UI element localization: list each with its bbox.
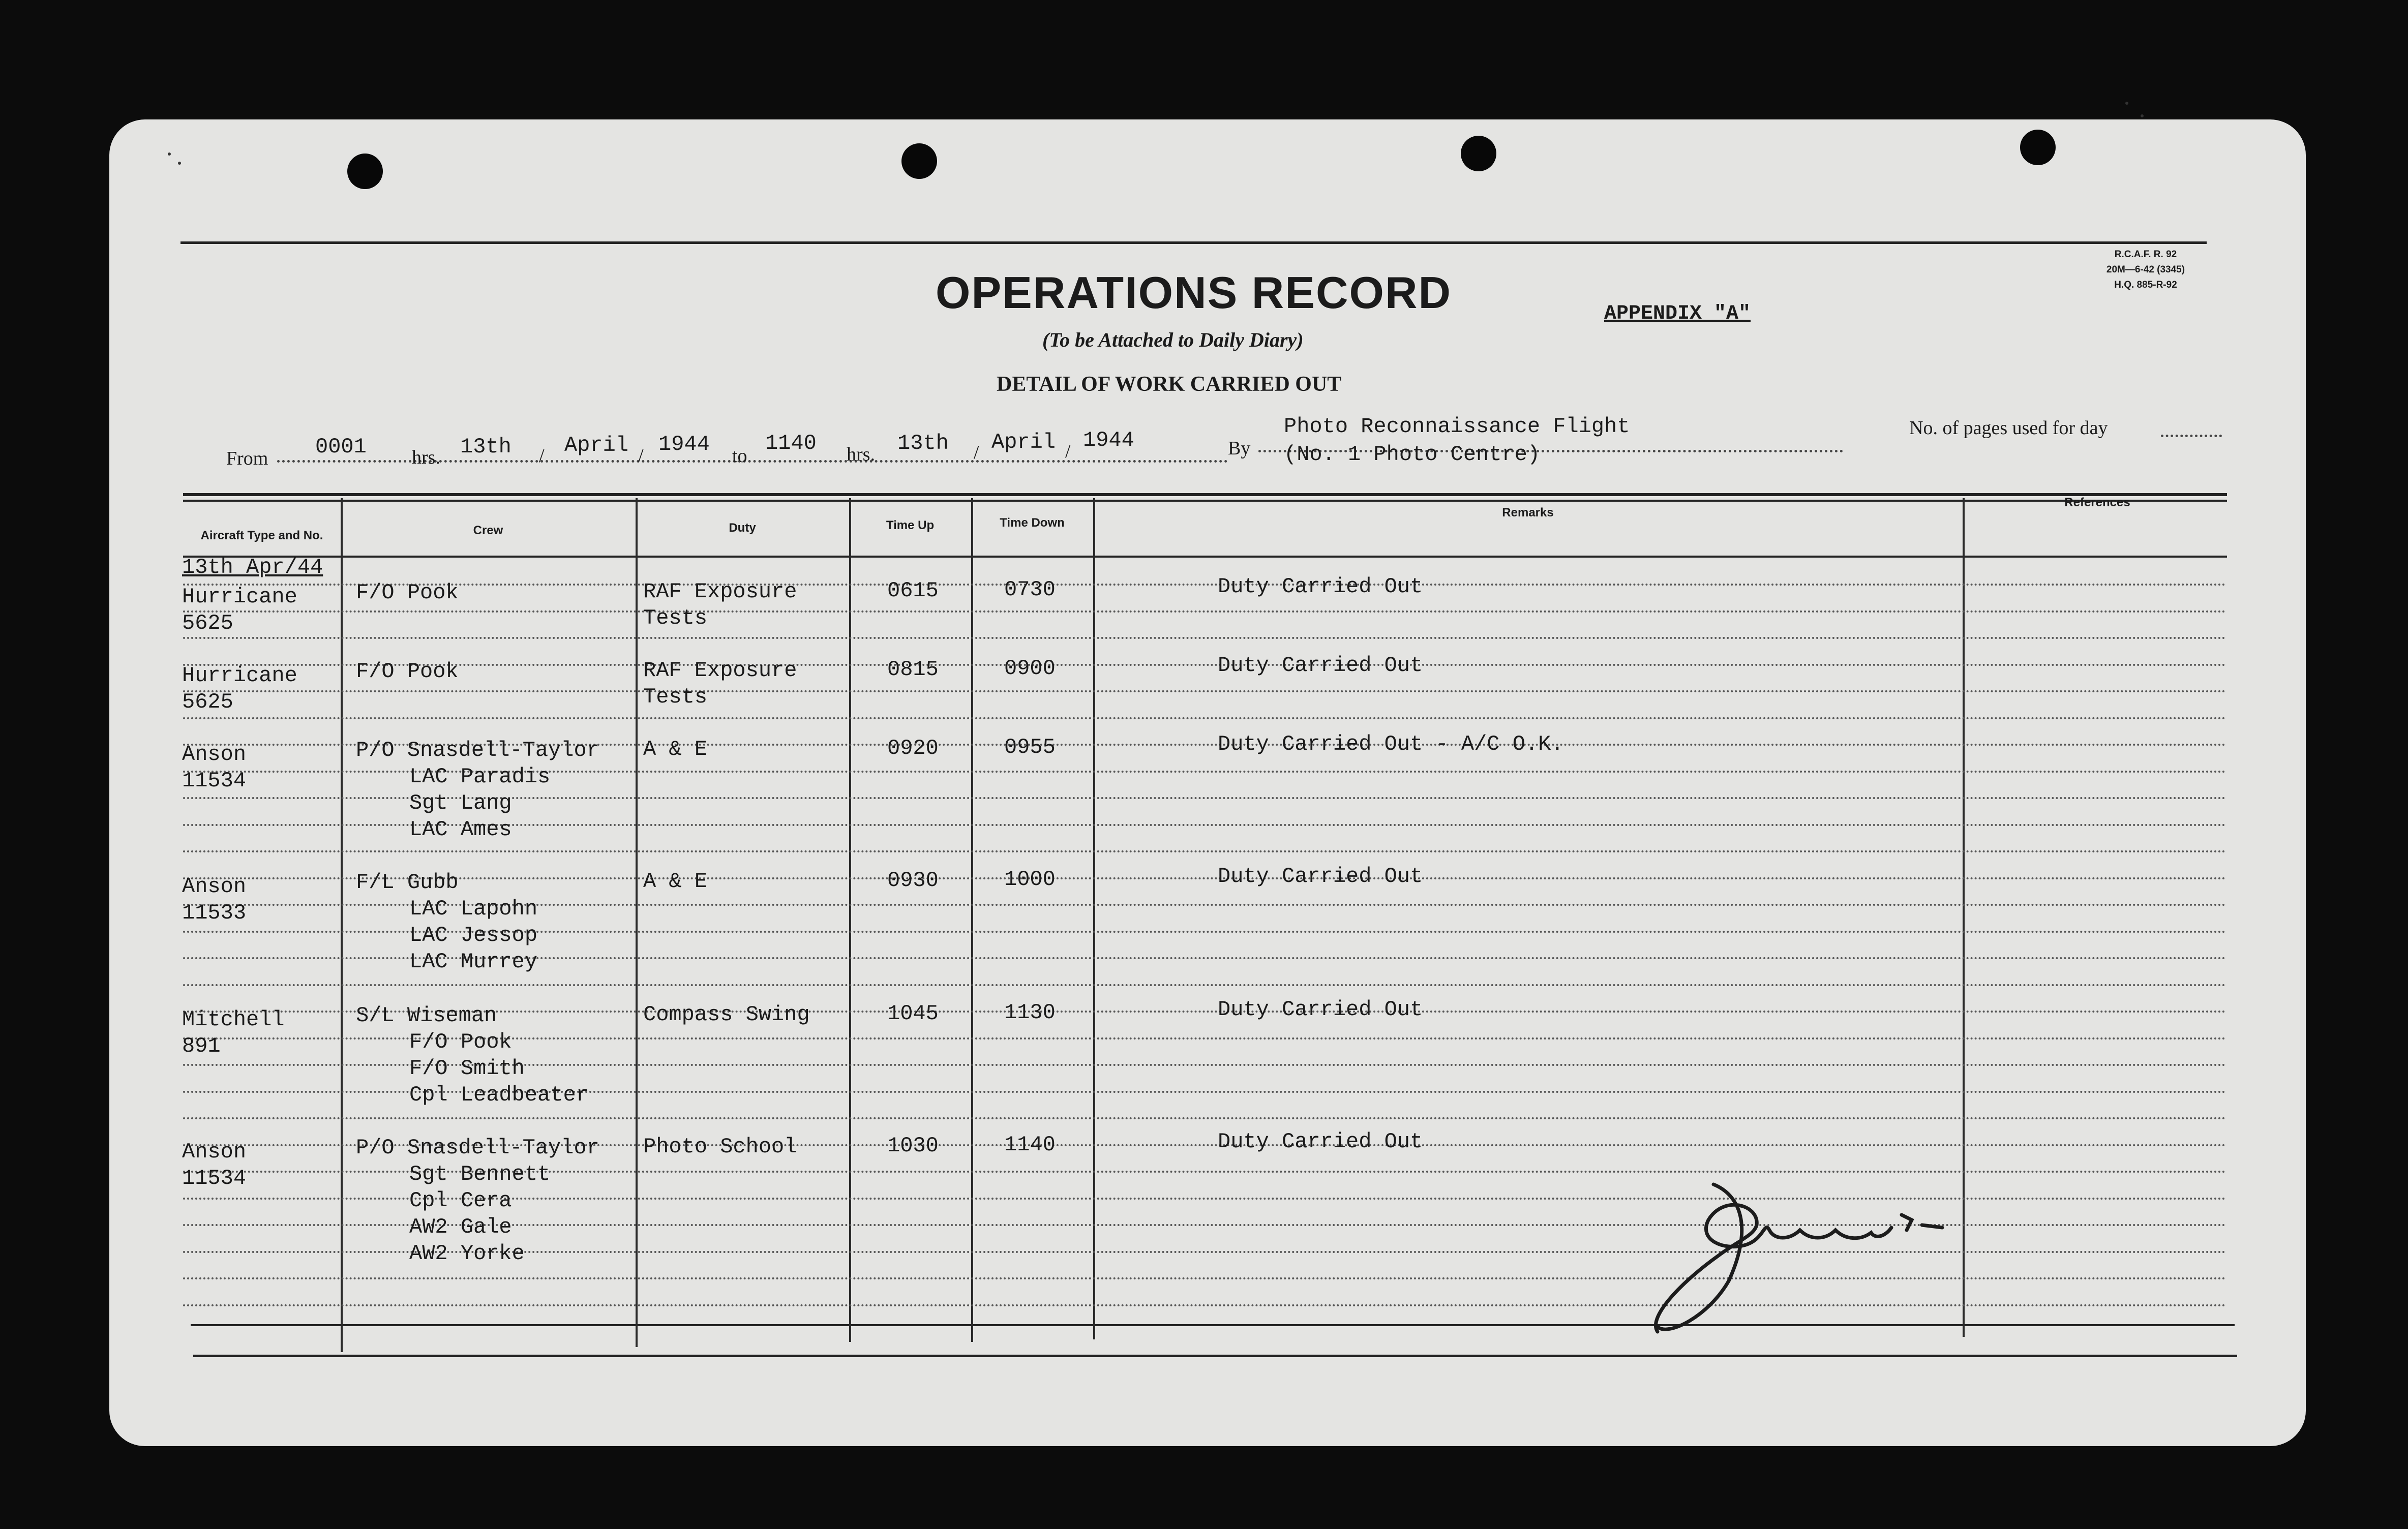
crew-cell: Cpl Cera	[409, 1188, 512, 1213]
duty-cell: A & E	[643, 869, 708, 894]
form-title: OPERATIONS RECORD	[936, 267, 1452, 318]
from-year: 1944	[658, 432, 710, 456]
from-day: 13th	[460, 435, 511, 459]
punch-hole	[1461, 136, 1496, 171]
col-divider-6	[1963, 498, 1965, 1337]
col-aircraft: Aircraft Type and No.	[200, 529, 323, 542]
duty-cell: RAF Exposure	[643, 579, 797, 604]
aircraft-cell: Hurricane	[182, 663, 297, 688]
form-subtitle: (To be Attached to Daily Diary)	[1042, 328, 1304, 351]
header-bottom-rule	[183, 556, 2227, 558]
crew-cell: AW2 Yorke	[409, 1241, 525, 1266]
aircraft-cell: Hurricane	[182, 585, 297, 609]
crew-cell: S/L Wiseman	[356, 1003, 497, 1028]
to-month: April	[991, 430, 1056, 454]
form-ref-3: H.Q. 885-R-92	[2114, 280, 2177, 290]
pages-dotline	[2161, 435, 2222, 437]
col-divider-5	[1093, 498, 1095, 1339]
date-marker: 13th Apr/44	[182, 555, 323, 579]
crew-cell: F/O Smith	[409, 1056, 525, 1081]
duty-cell: RAF Exposure	[643, 658, 797, 683]
remarks-cell: Duty Carried Out	[1218, 574, 1423, 599]
duty-cell: A & E	[643, 737, 708, 761]
crew-cell: P/O Snasdell-Taylor	[356, 1136, 599, 1160]
aircraft-cell: 11534	[182, 1166, 247, 1190]
aircraft-cell: 11534	[182, 769, 247, 793]
time-up-cell: 0815	[887, 657, 939, 682]
time-down-cell: 0955	[1004, 735, 1056, 759]
crew-cell: LAC Paradis	[409, 764, 551, 789]
row-rule	[183, 877, 2227, 879]
detail-heading: DETAIL OF WORK CARRIED OUT	[997, 373, 1342, 396]
speck	[2141, 114, 2144, 117]
col-references: References	[2064, 496, 2130, 509]
col-time-up: Time Up	[886, 518, 935, 532]
pages-label: No. of pages used for day	[1909, 417, 2108, 439]
crew-cell: LAC Murrey	[409, 950, 538, 974]
by-unit-line1: Photo Reconnaissance Flight	[1284, 414, 1630, 439]
hrs-label-1: hrs.	[412, 447, 440, 468]
crew-cell: F/O Pook	[356, 580, 459, 605]
aircraft-cell: Anson	[182, 742, 247, 767]
time-up-cell: 0930	[887, 868, 939, 893]
hrs-label-2: hrs.	[847, 444, 875, 465]
from-time: 0001	[315, 435, 367, 459]
table-bottom-rule-2	[193, 1355, 2237, 1357]
aircraft-cell: Mitchell	[182, 1007, 285, 1032]
row-rule	[183, 584, 2227, 586]
form-ref-1: R.C.A.F. R. 92	[2114, 249, 2177, 260]
aircraft-cell: 11533	[182, 901, 247, 925]
duty-cell: Compass Swing	[643, 1002, 810, 1027]
speck	[168, 152, 171, 156]
time-down-cell: 1130	[1004, 1000, 1056, 1025]
duty-cell: Photo School	[643, 1135, 797, 1159]
col-duty: Duty	[729, 521, 756, 535]
col-divider-4	[971, 498, 973, 1342]
crew-cell: LAC Ames	[409, 817, 512, 842]
sep-4: /	[1065, 441, 1071, 462]
col-divider-3	[849, 498, 851, 1342]
sep-2: /	[638, 445, 644, 467]
from-label: From	[226, 448, 268, 469]
from-month: April	[564, 433, 629, 457]
crew-cell: F/L Gubb	[356, 870, 459, 895]
duty-cell: Tests	[643, 606, 708, 630]
crew-cell: F/O Pook	[409, 1030, 512, 1054]
punch-hole	[901, 143, 937, 179]
aircraft-cell: 5625	[182, 690, 233, 714]
speck	[178, 162, 181, 165]
row-rule	[183, 637, 2227, 639]
col-divider-2	[636, 498, 638, 1347]
signature	[1637, 1164, 1963, 1337]
speck	[2125, 102, 2128, 105]
remarks-cell: Duty Carried Out	[1218, 1129, 1423, 1154]
row-rule	[183, 984, 2227, 986]
to-time: 1140	[765, 431, 817, 455]
remarks-cell: Duty Carried Out	[1218, 653, 1423, 678]
form-ref-2: 20M—6-42 (3345)	[2106, 264, 2185, 275]
row-rule	[183, 610, 2227, 613]
table-top-rule-1	[183, 493, 2227, 496]
aircraft-cell: Anson	[182, 874, 247, 899]
by-unit-line2: (No. 1 Photo Centre)	[1284, 442, 1541, 467]
time-down-cell: 1140	[1004, 1133, 1056, 1157]
remarks-cell: Duty Carried Out	[1218, 864, 1423, 889]
crew-cell: F/O Pook	[356, 659, 459, 684]
remarks-cell: Duty Carried Out - A/C O.K.	[1218, 732, 1564, 756]
punch-hole	[2020, 130, 2056, 165]
top-rule	[180, 241, 2207, 244]
time-down-cell: 0730	[1004, 577, 1056, 602]
row-rule	[183, 1117, 2227, 1119]
crew-cell: LAC Lapohn	[409, 897, 538, 921]
to-label: to	[732, 445, 747, 467]
crew-cell: Sgt Bennett	[409, 1162, 551, 1186]
col-remarks: Remarks	[1502, 506, 1554, 519]
col-time-down: Time Down	[1000, 516, 1065, 530]
crew-cell: LAC Jessop	[409, 923, 538, 947]
sep-1: /	[539, 445, 545, 467]
row-rule	[183, 664, 2227, 666]
time-down-cell: 1000	[1004, 867, 1056, 892]
remarks-cell: Duty Carried Out	[1218, 997, 1423, 1022]
punch-hole	[347, 154, 383, 189]
aircraft-cell: 5625	[182, 611, 233, 635]
aircraft-cell: 891	[182, 1034, 221, 1058]
time-down-cell: 0900	[1004, 656, 1056, 681]
crew-cell: AW2 Gale	[409, 1215, 512, 1239]
by-label: By	[1228, 438, 1251, 459]
aircraft-cell: Anson	[182, 1140, 247, 1164]
time-up-cell: 0615	[887, 578, 939, 603]
table-top-rule-2	[183, 500, 2227, 502]
sep-3: /	[974, 442, 979, 463]
row-rule	[183, 850, 2227, 852]
to-year: 1944	[1083, 428, 1134, 452]
crew-cell: P/O Snasdell-Taylor	[356, 738, 599, 762]
crew-cell: Cpl Leadbeater	[409, 1083, 589, 1107]
to-day: 13th	[897, 431, 949, 455]
row-rule	[183, 690, 2227, 692]
duty-cell: Tests	[643, 685, 708, 709]
crew-cell: Sgt Lang	[409, 791, 512, 815]
time-up-cell: 1030	[887, 1134, 939, 1158]
row-rule	[183, 717, 2227, 719]
appendix-label: APPENDIX "A"	[1604, 302, 1751, 325]
col-crew: Crew	[473, 524, 503, 537]
time-up-cell: 0920	[887, 736, 939, 760]
time-up-cell: 1045	[887, 1001, 939, 1026]
